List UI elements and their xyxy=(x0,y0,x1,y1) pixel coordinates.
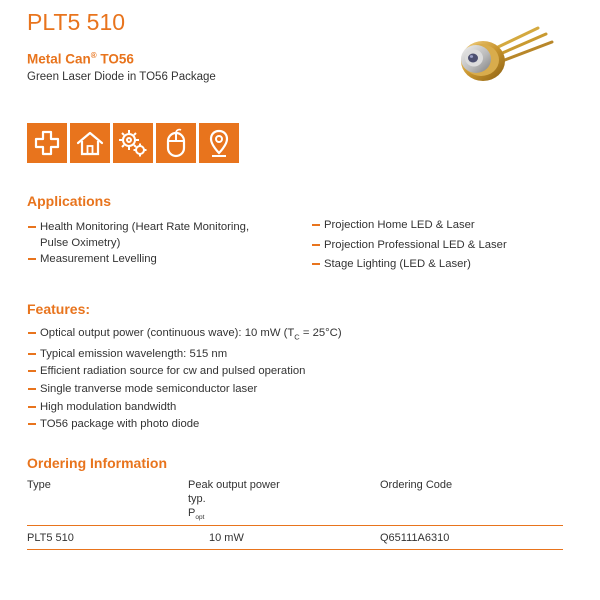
product-image xyxy=(456,14,568,94)
col-header-power xyxy=(188,478,280,525)
subtitle-main: Metal Can xyxy=(27,51,91,67)
features-list xyxy=(27,325,567,434)
list-item xyxy=(27,251,292,267)
location-pin-icon xyxy=(199,123,239,163)
subtitle-rest: TO56 xyxy=(96,51,134,67)
feature-icon-row xyxy=(27,123,239,163)
home-icon xyxy=(70,123,110,163)
app-item-line: Measurement Levelling xyxy=(40,253,157,265)
gears-icon xyxy=(113,123,153,163)
app-item-line: Health Monitoring (Heart Rate Monitoring, xyxy=(40,221,250,233)
table-header-rule xyxy=(27,525,563,526)
feature-subscript: C xyxy=(294,332,300,342)
list-item xyxy=(27,325,567,346)
col-header-code: Ordering Code xyxy=(380,479,453,491)
app-item-line: Pulse Oximetry) xyxy=(40,237,121,249)
applications-list-right xyxy=(311,217,581,276)
list-item: TO56 package with photo diode xyxy=(27,416,567,434)
product-description: Green Laser Diode in TO56 Package xyxy=(27,71,216,83)
list-item: Projection Home LED & Laser xyxy=(311,217,581,233)
power-symbol: P xyxy=(188,507,196,519)
power-subscript: opt xyxy=(195,514,205,522)
feature-text: Optical output power (continuous wave): 10 mW (T xyxy=(40,327,295,339)
list-item: Efficient radiation source for cw and pulsed operation xyxy=(27,363,567,381)
list-item: Stage Lighting (LED & Laser) xyxy=(311,256,581,272)
medical-cross-icon xyxy=(27,123,67,163)
list-item: Projection Professional LED & Laser xyxy=(311,237,581,253)
table-bottom-rule xyxy=(27,549,563,550)
list-item: Typical emission wavelength: 515 nm xyxy=(27,346,567,364)
page-title: PLT5 510 xyxy=(27,9,126,35)
cell-code: Q65111A6310 xyxy=(380,532,450,544)
features-heading: Features: xyxy=(27,301,91,317)
applications-heading: Applications xyxy=(27,193,112,209)
cell-type: PLT5 510 xyxy=(27,532,74,544)
ordering-heading: Ordering Information xyxy=(27,455,167,471)
applications-list-left xyxy=(27,219,292,267)
registered-mark: ® xyxy=(90,51,97,60)
list-item xyxy=(27,219,292,251)
list-item: Single tranverse mode semiconductor laser xyxy=(27,381,567,399)
col-header-power-line: Peak output power xyxy=(188,479,280,491)
feature-text: = 25°C) xyxy=(299,327,342,339)
col-header-type: Type xyxy=(27,479,51,491)
cell-power: 10 mW xyxy=(209,532,244,544)
col-header-power-symbol xyxy=(188,506,280,525)
mouse-icon xyxy=(156,123,196,163)
list-item: High modulation bandwidth xyxy=(27,399,567,417)
product-subtitle xyxy=(27,51,134,67)
col-header-power-line: typ. xyxy=(188,493,206,505)
